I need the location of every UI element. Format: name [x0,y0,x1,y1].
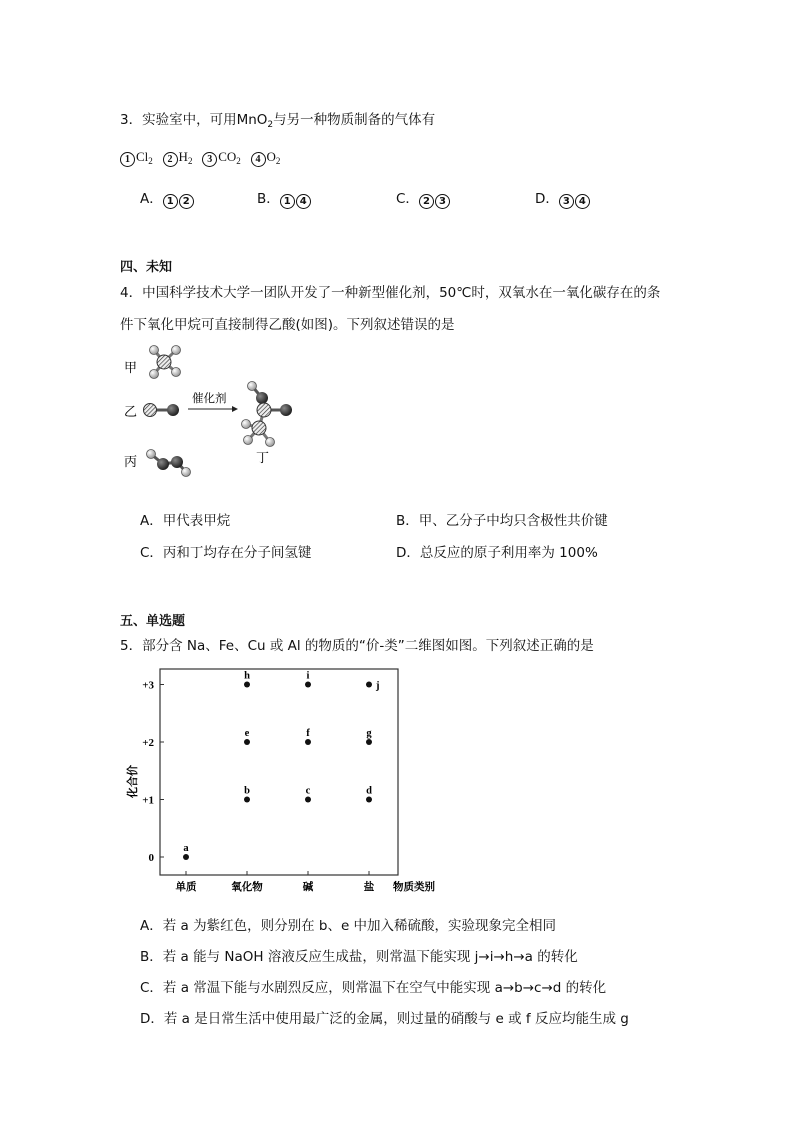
q3-item-1: 1 $Cl_2$ [120,149,153,164]
q3-stem: 3．实验室中，可用MnO$_2$与另一种物质制备的气体有 [120,112,436,130]
plot-frame [160,669,398,875]
arrow-head [232,406,238,412]
data-point-g [366,739,372,745]
y-tick-label: +3 [142,679,154,692]
x-axis-title: 物质类别 [393,882,435,893]
data-point-d [366,797,372,803]
data-point-j [366,682,372,688]
data-point-c [305,797,311,803]
q5-option-c[interactable]: C．若 a 常温下能与水剧烈反应，则常温下在空气中能实现 a→b→c→d 的转化 [140,980,607,996]
label-jia: 甲 [124,360,138,375]
q5-option-b[interactable]: B．若 a 能与 NaOH 溶液反应生成盐，则常温下能实现 j→i→h→a 的转化 [140,949,578,965]
q3-item-4: 4 $O_2$ [251,149,281,164]
data-label-f: f [306,728,310,739]
q5-option-a[interactable]: A．若 a 为紫红色，则分别在 b、e 中加入稀硫酸，实验现象完全相同 [140,918,557,934]
q4-option-b[interactable]: B．甲、乙分子中均只含极性共价键 [396,513,608,529]
x-tick-label: 单质 [175,882,197,893]
q4-option-c[interactable]: C．丙和丁均存在分子间氢键 [140,545,312,561]
data-point-f [305,739,311,745]
q3-option-d[interactable]: D． 3 4 [535,187,591,209]
data-point-h [244,682,250,688]
x-tick-label: 盐 [363,882,375,893]
q3-item-2: 2 $H_2$ [163,149,193,164]
water-molecule [147,450,191,477]
q4-stem-line1: 4．中国科学技术大学一团队开发了一种新型催化剂，50℃时，双氧水在一氧化碳存在的条 [120,285,661,301]
q4-option-a[interactable]: A．甲代表甲烷 [140,513,231,529]
acetic-acid-molecule [242,382,293,447]
data-label-c: c [305,785,311,797]
data-point-i [305,682,311,688]
q4-stem-line2: 件下氧化甲烷可直接制得乙酸(如图)。下列叙述错误的是 [120,317,455,333]
data-point-a [183,854,189,860]
section-4-title: 四、未知 [120,260,173,275]
co-molecule [144,404,180,417]
q3-option-c[interactable]: C． 2 3 [396,187,451,209]
q3-item-3: 3 $CO_2$ [202,149,241,164]
data-label-i: i [306,670,310,682]
methane-molecule [150,346,181,379]
q5-option-d[interactable]: D．若 a 是日常生活中使用最广泛的金属，则过量的硝酸与 e 或 f 反应均能生成 g [140,1011,629,1027]
label-ding: 丁 [256,450,270,465]
q3-option-b[interactable]: B． 1 4 [257,187,312,209]
q3-option-a[interactable]: A． 1 2 [140,187,195,209]
data-label-j: j [376,680,380,692]
y-tick-label: 0 [148,852,154,864]
label-yi: 乙 [124,404,138,419]
y-axis-title: 化合价 [127,765,139,798]
x-tick-label: 碱 [302,882,314,893]
catalyst-label: 催化剂 [192,393,227,405]
valence-class-chart [118,664,448,896]
y-tick-label: +2 [142,737,154,749]
q4-molecule-figure [118,338,318,498]
q4-option-d[interactable]: D．总反应的原子利用率为 100% [396,545,598,561]
label-bing: 丙 [124,454,138,469]
data-label-g: g [366,728,372,739]
data-point-e [244,739,250,745]
x-tick-label: 氧化物 [231,882,263,893]
data-label-h: h [244,670,250,682]
data-point-b [244,797,250,803]
data-label-e: e [244,728,250,739]
data-label-a: a [183,843,189,854]
data-label-b: b [244,785,250,797]
data-label-d: d [366,785,372,797]
y-tick-label: +1 [142,794,154,807]
q5-stem: 5．部分含 Na、Fe、Cu 或 Al 的物质的“价-类”二维图如图。下列叙述正确的是 [120,638,594,654]
section-5-title: 五、单选题 [120,614,186,629]
q3-items [120,149,280,167]
